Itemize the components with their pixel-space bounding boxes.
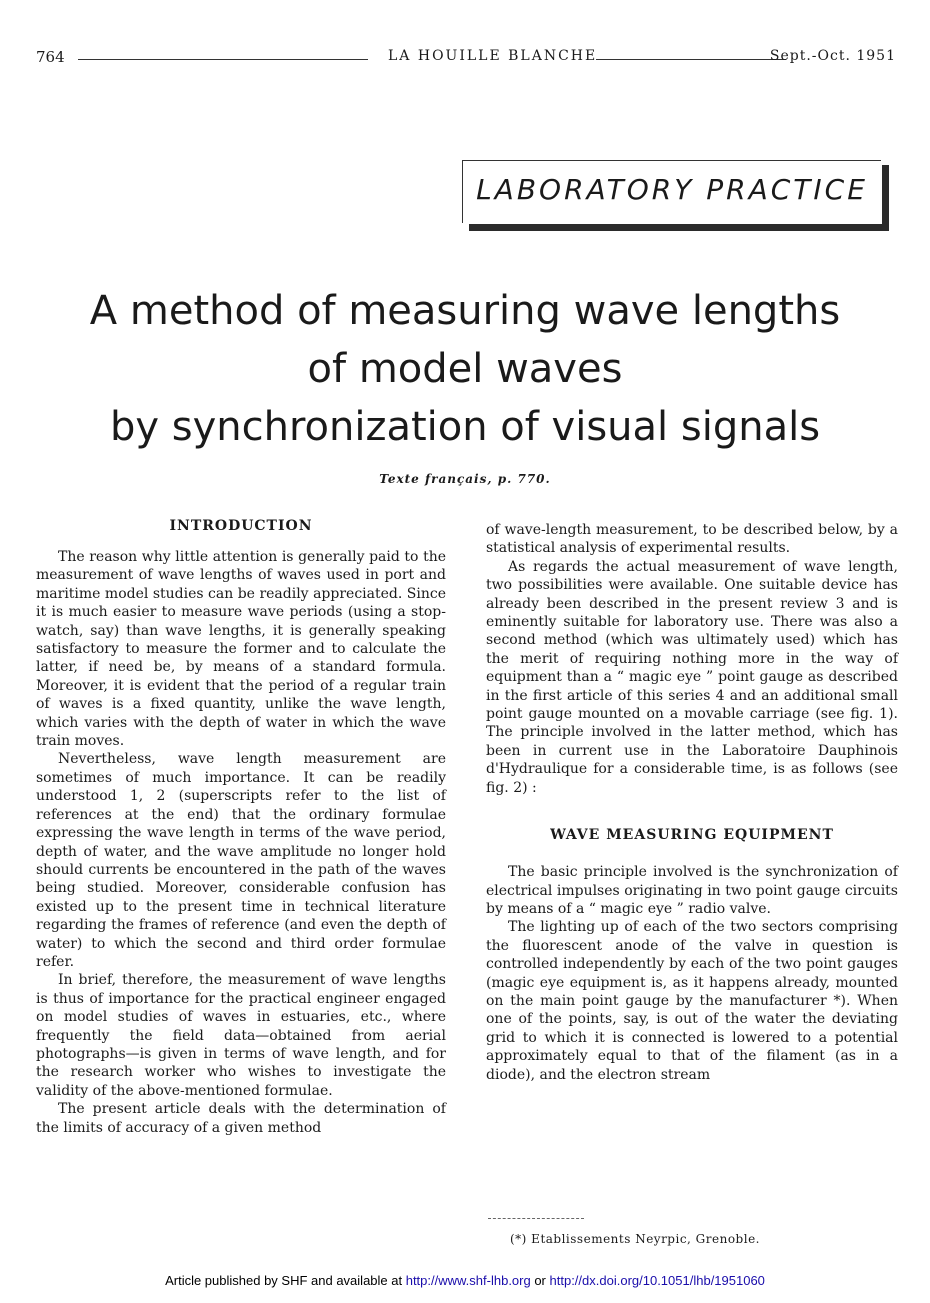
footer-prefix: Article published by SHF and available at bbox=[165, 1273, 406, 1288]
paragraph: In brief, therefore, the measurement of wave lengths is thus of importance for the practical engineer engaged on model studies of waves in estuaries, etc., where frequently the field data—obtained from aerial photographs—is given in terms of wave length, and for the research worker who wishes to investigate the validity of the above-mentioned formulae. bbox=[36, 972, 446, 1099]
paragraph: Nevertheless, wave length measurement are sometimes of much importance. It can be readily understood 1, 2 (superscripts refer to the list of references at the end) that the ordinary formulae expressing the wave length in terms of the wave period, depth of water, and the wave amplitude no longer hold should currents be encountered in the path of the waves being studied. Moreover, considerable confusion has existed up to the present time in technical literature regarding the frames of reference (and even the depth of water) to which the second and third order formulae refer. bbox=[36, 751, 446, 970]
title-line: A method of measuring wave lengths bbox=[89, 288, 841, 334]
left-column bbox=[36, 518, 446, 1137]
header-rule-right bbox=[596, 59, 786, 60]
footer-link-doi[interactable]: http://dx.doi.org/10.1051/lhb/1951060 bbox=[549, 1273, 765, 1288]
paragraph: As regards the actual measurement of wave length, two possibilities were available. One suitable device has already been described in the present review 3 and is eminently suitable for laboratory use. There was also a second method (which was ultimately used) which has the merit of requiring nothing more in the way of equipment than a “ magic eye ” point gauge as described in the first article of this series 4 and an additional small point gauge mounted on a movable carriage (see fig. 1). The principle involved in the latter method, which has been in current use in the Laboratoire Dauphinois d'Hydraulique for a considerable time, is as follows (see fig. 2) : bbox=[486, 558, 898, 796]
page-number: 764 bbox=[36, 48, 65, 66]
issue-date: Sept.-Oct. 1951 bbox=[769, 48, 896, 64]
footer-middle: or bbox=[530, 1273, 550, 1288]
right-column bbox=[486, 521, 898, 1084]
title-line: by synchronization of visual signals bbox=[109, 404, 821, 450]
french-version-note: Texte français, p. 770. bbox=[379, 472, 551, 486]
title-line: of model waves bbox=[307, 346, 623, 392]
journal-name: LA HOUILLE BLANCHE bbox=[388, 48, 598, 64]
article-title bbox=[40, 282, 890, 456]
section-label: LABORATORY PRACTICE bbox=[476, 173, 868, 206]
paragraph: The basic principle involved is the synchronization of electrical impulses originating in two point gauge circuits by means of a “ magic eye ” radio valve. bbox=[486, 864, 898, 917]
footer-link-shf[interactable]: http://www.shf-lhb.org bbox=[405, 1273, 531, 1288]
paragraph: The present article deals with the determination of the limits of accuracy of a given method bbox=[36, 1101, 446, 1136]
running-header bbox=[36, 48, 896, 68]
footnote-rule bbox=[488, 1218, 584, 1219]
section-heading-introduction: INTRODUCTION bbox=[169, 518, 313, 534]
footnote: (*) Etablissements Neyrpic, Grenoble. bbox=[510, 1232, 760, 1246]
header-rule-left bbox=[78, 59, 368, 60]
publisher-footer bbox=[0, 1273, 930, 1288]
section-box bbox=[462, 160, 881, 223]
paragraph: The lighting up of each of the two sectors comprising the fluorescent anode of the valve in question is controlled independently by each of the two point gauges (magic eye equipment is, as it happens already, mounted on the main point gauge by the manufacturer *). When one of the points, say, is out of the water the deviating grid to which it is connected is lowered to a potential approximately equal to that of the filament (as in a diode), and the electron stream bbox=[486, 919, 898, 1083]
paragraph-continuation: of wave-length measurement, to be described below, by a statistical analysis of experimental results. bbox=[486, 522, 898, 557]
paragraph: The reason why little attention is generally paid to the measurement of wave lengths of waves used in port and maritime model studies can be readily appreciated. Since it is much easier to measure wave periods (using a stop-watch, say) than wave lengths, it is generally speaking satisfactory to measure the former and to calculate the latter, if need be, by means of a standard formula. Moreover, it is evident that the period of a regular train of waves is a fixed quantity, unlike the wave length, which varies with the depth of water in which the wave train moves. bbox=[36, 549, 446, 750]
section-heading-equipment: WAVE MEASURING EQUIPMENT bbox=[550, 827, 834, 844]
